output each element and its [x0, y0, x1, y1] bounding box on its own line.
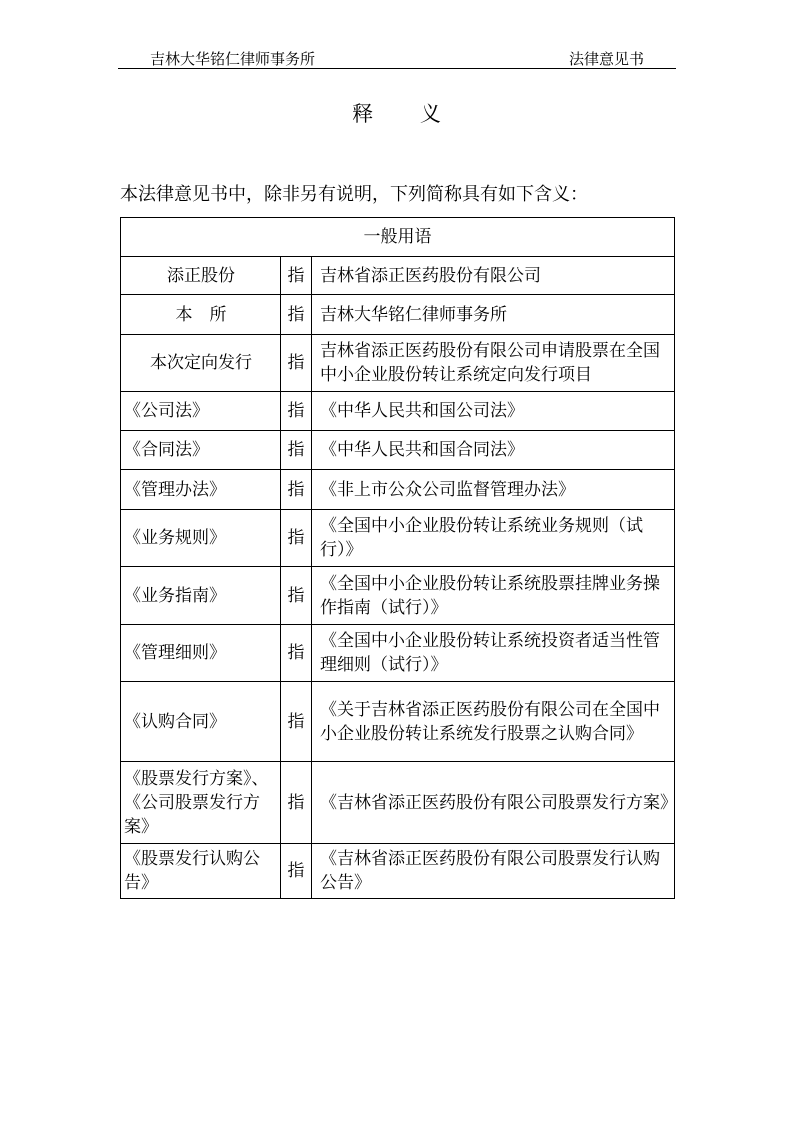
- meaning-cell: 《全国中小企业股份转让系统投资者适当性管理细则（试行）》: [312, 625, 675, 682]
- term-cell: 《认购合同》: [121, 682, 281, 762]
- meaning-cell: 吉林省添正医药股份有限公司: [312, 257, 675, 295]
- page-header: [118, 46, 676, 69]
- meaning-cell: 《中华人民共和国合同法》: [312, 431, 675, 470]
- term-cell: 添正股份: [121, 257, 281, 295]
- ref-cell: 指: [281, 567, 312, 625]
- header-doc-type: 法律意见书: [568, 50, 644, 68]
- ref-cell: 指: [281, 392, 312, 431]
- ref-cell: 指: [281, 470, 312, 510]
- ref-cell: 指: [281, 844, 312, 899]
- section-header-row: [121, 218, 675, 257]
- meaning-cell: 《非上市公众公司监督管理办法》: [312, 470, 675, 510]
- meaning-cell: 《吉林省添正医药股份有限公司股票发行方案》: [312, 762, 675, 844]
- ref-cell: 指: [281, 257, 312, 295]
- table-row: [121, 295, 675, 335]
- ref-cell: 指: [281, 625, 312, 682]
- meaning-cell: 《吉林省添正医药股份有限公司股票发行认购公告》: [312, 844, 675, 899]
- header-firm-name: 吉林大华铭仁律师事务所: [150, 50, 316, 68]
- table-row: [121, 392, 675, 431]
- table-row: [121, 257, 675, 295]
- term-cell: 《管理细则》: [121, 625, 281, 682]
- meaning-cell: 《关于吉林省添正医药股份有限公司在全国中小企业股份转让系统发行股票之认购合同》: [312, 682, 675, 762]
- term-cell: 《业务规则》: [121, 510, 281, 567]
- ref-cell: 指: [281, 510, 312, 567]
- meaning-cell: 《全国中小企业股份转让系统业务规则（试行）》: [312, 510, 675, 567]
- ref-cell: 指: [281, 295, 312, 335]
- term-cell: 《管理办法》: [121, 470, 281, 510]
- ref-cell: 指: [281, 762, 312, 844]
- page-title: 释 义: [352, 102, 461, 126]
- term-cell: 《公司法》: [121, 392, 281, 431]
- table-row: [121, 762, 675, 844]
- meaning-cell: 《中华人民共和国公司法》: [312, 392, 675, 431]
- definitions-table: [120, 217, 675, 899]
- table-row: [121, 431, 675, 470]
- table-row: [121, 567, 675, 625]
- term-cell: 《股票发行方案》、《公司股票发行方案》: [121, 762, 281, 844]
- table-row: [121, 625, 675, 682]
- table-row: [121, 682, 675, 762]
- ref-cell: 指: [281, 431, 312, 470]
- table-row: [121, 510, 675, 567]
- term-cell: 《业务指南》: [121, 567, 281, 625]
- table-row: [121, 335, 675, 392]
- term-cell: 《股票发行认购公告》: [121, 844, 281, 899]
- term-cell: 《合同法》: [121, 431, 281, 470]
- ref-cell: 指: [281, 682, 312, 762]
- intro-paragraph: 本法律意见书中，除非另有说明，下列简称具有如下含义：: [120, 184, 588, 205]
- term-cell: 本次定向发行: [121, 335, 281, 392]
- meaning-cell: 吉林大华铭仁律师事务所: [312, 295, 675, 335]
- table-row: [121, 470, 675, 510]
- term-cell: 本 所: [121, 295, 281, 335]
- section-label: 一般用语: [121, 218, 675, 257]
- table-row: [121, 844, 675, 899]
- meaning-cell: 吉林省添正医药股份有限公司申请股票在全国中小企业股份转让系统定向发行项目: [312, 335, 675, 392]
- meaning-cell: 《全国中小企业股份转让系统股票挂牌业务操作指南（试行）》: [312, 567, 675, 625]
- ref-cell: 指: [281, 335, 312, 392]
